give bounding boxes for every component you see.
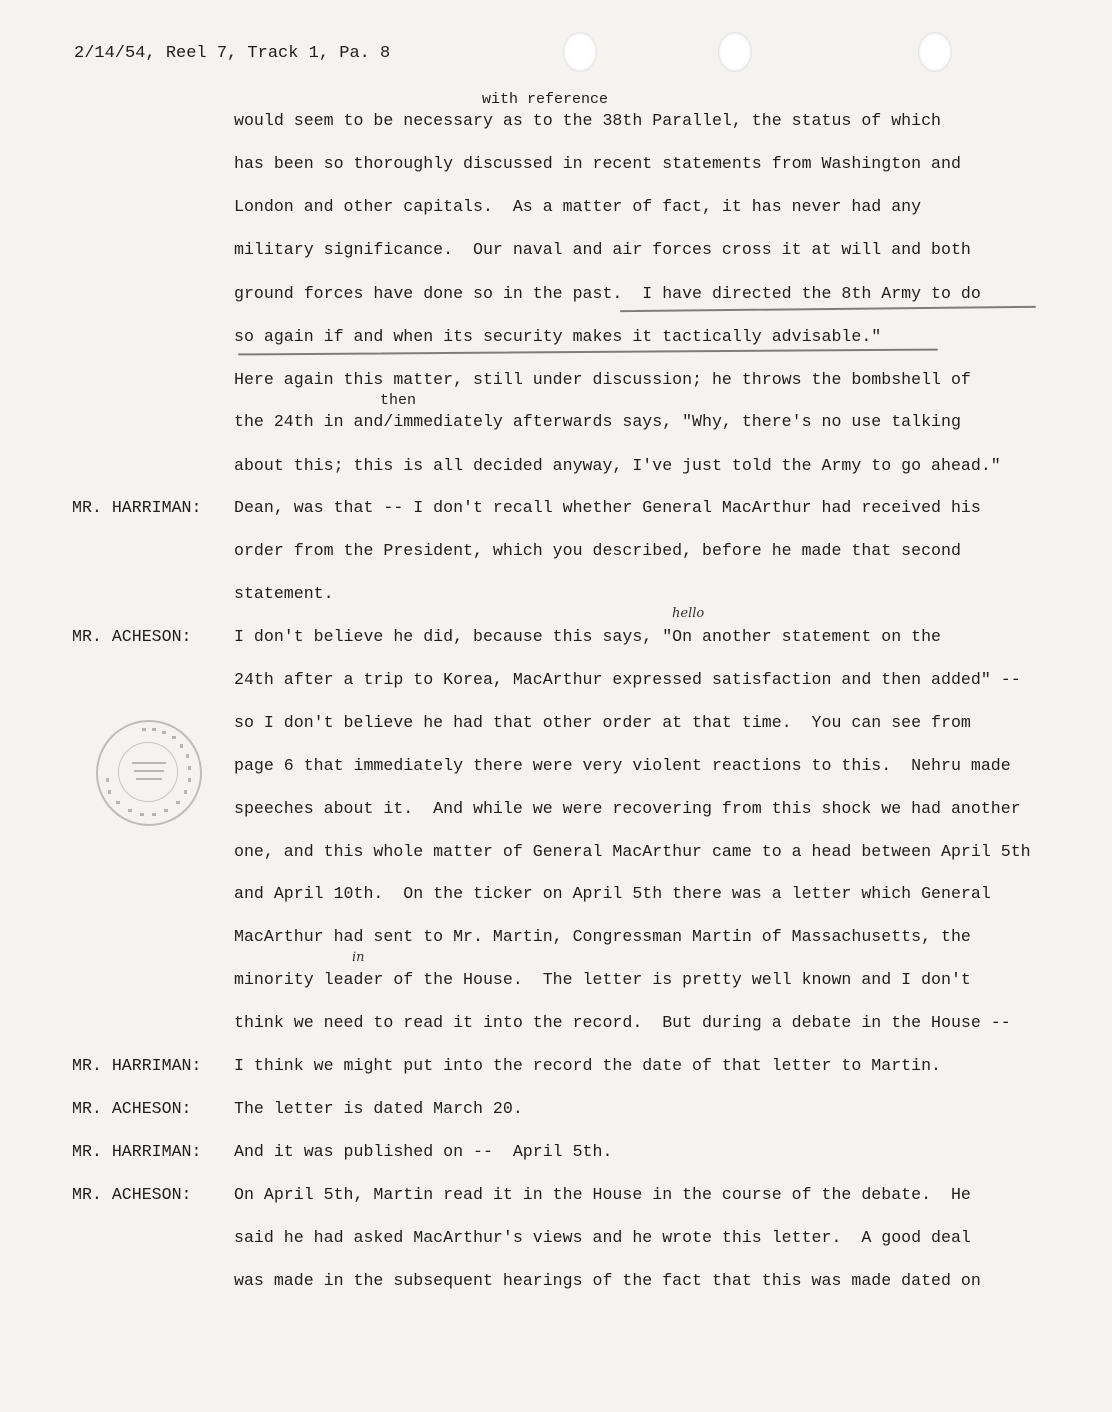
text-line: think we need to read it into the record. But during a debate in the House -- [234,1013,1011,1032]
text-line: 24th after a trip to Korea, MacArthur expressed satisfaction and then added" -- [234,670,1021,689]
text-line: ground forces have done so in the past. I have directed the 8th Army to do [234,284,981,303]
stamp-lettering [98,722,200,824]
text-line: so again if and when its security makes it tactically advisable." [234,327,882,346]
text-line: one, and this whole matter of General MacArthur came to a head between April 5th [234,842,1031,861]
text-line: speeches about it. And while we were recovering from this shock we had another [234,799,1021,818]
text-line: Here again this matter, still under discussion; he throws the bombshell of [234,370,971,389]
speaker-label: MR. ACHESON: [72,627,192,646]
text-line: and April 10th. On the ticker on April 5th there was a letter which General [234,884,991,903]
page-header: 2/14/54, Reel 7, Track 1, Pa. 8 [74,44,391,63]
text-line: the 24th in and/immediately afterwards says, "Why, there's no use talking [234,412,961,431]
text-line: minority leader of the House. The letter is pretty well known and I don't [234,970,971,989]
handwritten-note: hello [672,606,705,621]
text-line: military significance. Our naval and air forces cross it at will and both [234,240,971,259]
interlineation-with-reference: with reference [482,91,609,108]
text-line: order from the President, which you described, before he made that second [234,541,961,560]
text-line: I think we might put into the record the date of that letter to Martin. [234,1056,942,1075]
speaker-label: MR. ACHESON: [72,1099,192,1118]
handwritten-note: in [352,950,365,965]
text-line: about this; this is all decided anyway, I've just told the Army to go ahead." [234,456,1001,475]
punch-hole [918,32,952,72]
speaker-label: MR. HARRIMAN: [72,1056,202,1075]
archive-stamp [96,720,202,826]
punch-hole [718,32,752,72]
text-line: MacArthur had sent to Mr. Martin, Congressman Martin of Massachusetts, the [234,927,971,946]
speaker-label: MR. ACHESON: [72,1185,192,1204]
interlineation-then: then [380,392,417,409]
text-line: would seem to be necessary as to the 38th Parallel, the status of which [234,111,942,130]
text-line: And it was published on -- April 5th. [234,1142,613,1161]
punch-hole [563,32,597,72]
handwritten-underline [238,349,938,356]
text-line: page 6 that immediately there were very violent reactions to this. Nehru made [234,756,1011,775]
text-line: London and other capitals. As a matter of fact, it has never had any [234,197,922,216]
text-line: Dean, was that -- I don't recall whether General MacArthur had received his [234,498,981,517]
text-line: said he had asked MacArthur's views and he wrote this letter. A good deal [234,1228,971,1247]
text-line: The letter is dated March 20. [234,1099,523,1118]
text-line: I don't believe he did, because this says, "On another statement on the [234,627,942,646]
text-line: so I don't believe he had that other order at that time. You can see from [234,713,971,732]
text-line: has been so thoroughly discussed in recent statements from Washington and [234,154,961,173]
text-line: was made in the subsequent hearings of the fact that this was made dated on [234,1271,981,1290]
text-line: statement. [234,584,334,603]
speaker-label: MR. HARRIMAN: [72,498,202,517]
speaker-label: MR. HARRIMAN: [72,1142,202,1161]
text-line: On April 5th, Martin read it in the House in the course of the debate. He [234,1185,971,1204]
handwritten-underline [620,306,1036,312]
